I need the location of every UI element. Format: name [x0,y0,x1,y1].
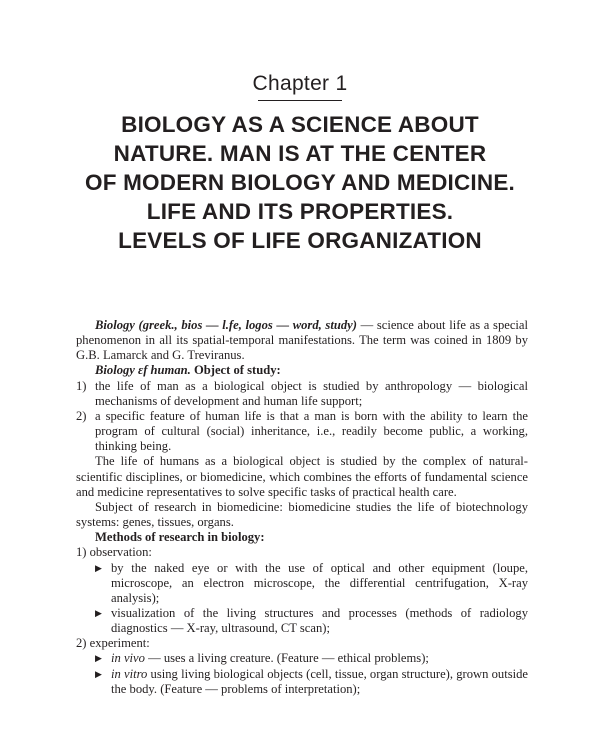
list-text [111,651,528,666]
chapter-title-line: LEVELS OF LIFE ORGANIZATION [118,228,482,253]
chapter-title-line: LIFE AND ITS PROPERTIES. [146,199,454,224]
subject-paragraph: Subject of research in biomedicine: biomedicine studies the life of biotechnology systems: genes, tissues, organs. [76,499,528,530]
object-heading-italic: Biology ɛf human. [95,363,191,378]
list-text: by the naked eye or with the use of optical and other equipment (loupe, microscope, an electron microscope, the differential centrifugation, X-ray analysis); [111,560,528,605]
list-item [76,561,528,606]
latin-term: in vitro [111,666,148,681]
chapter-title-line: OF MODERN BIOLOGY AND MEDICINE. [85,170,515,195]
experiment-label: 2) experiment: [76,636,150,651]
latin-term: in vivo [111,651,145,666]
term-description: using living biological objects (cell, tissue, organ structure), grown outside the body. (Feature — problems of interpretation); [111,666,528,696]
list-text: a specific feature of human life is that a man is born with the ability to learn the program of cultural (social) inheritance, i.e., readily become public, a working, thinking being. [95,408,528,454]
definition-paragraph [76,318,528,363]
object-heading [76,363,528,378]
list-item [76,667,528,697]
list-item [76,379,528,409]
list-text: the life of man as a biological object is studied by anthropology — biological mechanisms of development and human life support; [95,378,528,408]
body-text [76,318,528,697]
chapter-label: Chapter 1 [252,72,348,95]
list-item [76,409,528,454]
object-heading-bold: Object of study: [190,363,281,378]
definition-term: Biology (greek., bios — l.fe, logos — word, study) [95,318,357,332]
list-number: 2) [76,408,87,423]
definition-text: — science about life as a special phenomenon in all its spatial-temporal manifestations. The term was coined in 1809 by G.B. Lamarck and G. Treviranus. [76,318,529,363]
chapter-underline [258,100,342,101]
list-text: visualization of the living structures and processes (methods of radiology diagnostics — X-ray, ultrasound, CT scan); [111,605,528,636]
triangle-bullet-icon: ▶ [95,607,102,618]
chapter-title [40,110,560,255]
term-description: — uses a living creature. (Feature — ethical problems); [144,651,429,666]
methods-heading: Methods of research in biology: [95,530,265,545]
list-text [111,667,528,697]
chapter-title-line: NATURE. MAN IS AT THE CENTER [113,141,487,166]
triangle-bullet-icon: ▶ [95,653,102,664]
triangle-bullet-icon: ▶ [95,668,102,679]
list-item [76,651,528,666]
chapter-title-line: BIOLOGY AS A SCIENCE ABOUT [121,112,479,137]
observation-label: 1) observation: [76,545,152,560]
list-item [76,606,528,636]
biomedicine-paragraph: The life of humans as a biological object is studied by the complex of natural-scientific disciplines, or biomedicine, which combines the efforts of fundamental science and medicine representatives to solve specific tasks of practical health care. [76,454,528,499]
list-number: 1) [76,378,87,393]
triangle-bullet-icon: ▶ [95,562,102,573]
